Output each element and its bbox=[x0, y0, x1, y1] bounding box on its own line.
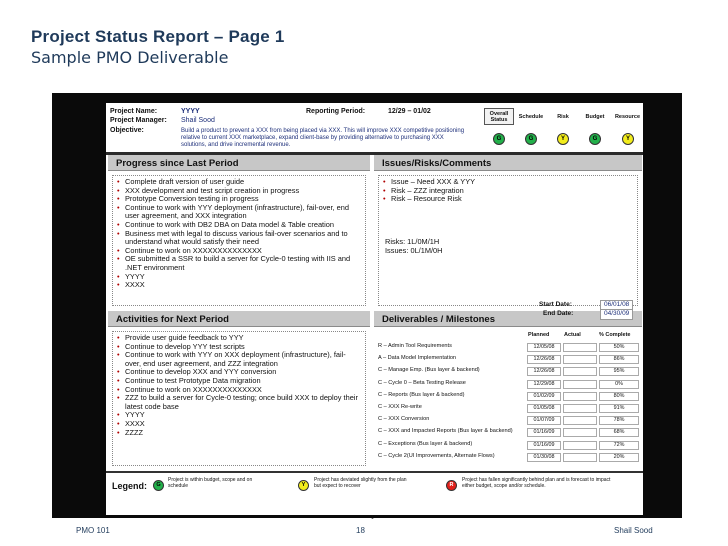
end-date-label: End Date: bbox=[543, 310, 574, 317]
activity-item: • XXXX bbox=[117, 420, 361, 429]
progress-body bbox=[112, 175, 366, 306]
milestone-name: C – XXX Re-write bbox=[378, 404, 422, 410]
milestone-actual bbox=[563, 428, 597, 437]
milestone-planned: 01/16/09 bbox=[527, 441, 561, 450]
next-period-list bbox=[113, 332, 365, 437]
activity-item: • ZZZ to build a server for Cycle-0 testing; once build XXX to deploy their latest code base bbox=[117, 394, 361, 411]
issues-title: Issues/Risks/Comments bbox=[374, 155, 642, 171]
milestone-actual bbox=[563, 380, 597, 389]
slide-title: Project Status Report – Page 1 bbox=[31, 27, 285, 46]
activity-item: • Continue to work on XXXXXXXXXXXXXX bbox=[117, 386, 361, 395]
risk-summary bbox=[385, 238, 443, 255]
legend bbox=[106, 471, 643, 505]
progress-list bbox=[113, 176, 365, 290]
milestones-header-row bbox=[374, 331, 642, 341]
project-manager-label: Project Manager: bbox=[110, 117, 167, 124]
footer-right: Shail Sood bbox=[614, 526, 653, 535]
milestone-planned: 01/02/09 bbox=[527, 392, 561, 401]
report-header bbox=[106, 103, 643, 152]
status-budget-indicator: G bbox=[589, 133, 601, 145]
milestone-row bbox=[378, 367, 648, 377]
document-page-number: 1 bbox=[371, 515, 374, 521]
progress-item: • Business met with legal to discuss various fail-over scenarios and to understand what would satisfy their need bbox=[117, 230, 361, 247]
col-complete: % Complete bbox=[599, 332, 631, 338]
legend-green-text: Project is within budget, scope and on schedule bbox=[168, 477, 253, 489]
milestone-actual bbox=[563, 404, 597, 413]
milestone-planned: 01/30/08 bbox=[527, 453, 561, 462]
progress-item: • Continue to work with YYY deployment (infrastructure), fail-over, end user agreement, and XXX integration bbox=[117, 204, 361, 221]
milestone-planned: 12/05/08 bbox=[527, 343, 561, 352]
activity-item: • Continue to work with YYY on XXX deployment (infrastructure), fail-over, end user agreement, and ZZZ integration bbox=[117, 351, 361, 368]
milestone-complete: 50% bbox=[599, 343, 639, 352]
next-period-title: Activities for Next Period bbox=[108, 311, 370, 327]
issues-count: Issues: 0L/1M/0H bbox=[385, 245, 443, 255]
milestone-complete: 20% bbox=[599, 453, 639, 462]
reporting-period-label: Reporting Period: bbox=[306, 108, 366, 115]
milestone-complete: 72% bbox=[599, 441, 639, 450]
issue-item: • Risk – ZZZ integration bbox=[383, 187, 633, 196]
issue-item: • Issue – Need XXX & YYY bbox=[383, 178, 633, 187]
milestone-row bbox=[378, 380, 648, 390]
milestone-actual bbox=[563, 343, 597, 352]
milestones-panel bbox=[374, 301, 642, 468]
status-overall bbox=[484, 108, 514, 152]
legend-title: Legend: bbox=[112, 481, 147, 491]
progress-item: • XXXX bbox=[117, 281, 361, 290]
next-period-panel bbox=[108, 311, 370, 468]
milestone-name: C – XXX Conversion bbox=[378, 416, 430, 423]
end-date-value: 04/30/09 bbox=[600, 309, 633, 320]
activity-item: • YYYY bbox=[117, 411, 361, 420]
risks-count: Risks: 1L/0M/1H bbox=[385, 237, 440, 246]
start-date-label: Start Date: bbox=[539, 301, 572, 308]
milestone-row bbox=[378, 392, 648, 402]
milestone-actual bbox=[563, 453, 597, 462]
milestone-planned: 12/26/08 bbox=[527, 367, 561, 376]
status-resource bbox=[612, 108, 643, 152]
activity-item: • Continue to test Prototype Data migration bbox=[117, 377, 361, 386]
milestone-name: R – Admin Tool Requirements bbox=[378, 343, 452, 349]
milestone-planned: 01/07/09 bbox=[527, 416, 561, 425]
milestone-name: C – Manage Emp. (Bus layer & backend) bbox=[378, 367, 480, 374]
objective-text: Build a product to prevent a XXX from being placed via XXX. This will improve XXX competitive positioning relative to current XXX marketplace, expand client-base by providing alternative to purchasing XXX solutions, and drive incremental revenue. bbox=[181, 128, 465, 148]
status-resource-indicator: Y bbox=[622, 133, 634, 145]
progress-item: • Continue to work with DB2 DBA on Data model & Table creation bbox=[117, 221, 361, 230]
status-schedule-label: Schedule bbox=[518, 113, 544, 120]
milestone-row bbox=[378, 453, 648, 463]
legend-red-indicator: R bbox=[446, 480, 457, 491]
milestone-complete: 68% bbox=[599, 428, 639, 437]
objective-label: Objective: bbox=[110, 127, 144, 134]
issues-panel bbox=[374, 155, 642, 308]
legend-yellow-indicator: Y bbox=[298, 480, 309, 491]
milestone-row bbox=[378, 441, 648, 451]
next-period-body bbox=[112, 331, 366, 466]
milestone-complete: 95% bbox=[599, 367, 639, 376]
milestone-complete: 78% bbox=[599, 416, 639, 425]
project-name-value: YYYY bbox=[181, 108, 200, 115]
progress-item: • XXX development and test script creation in progress bbox=[117, 187, 361, 196]
activity-item: • ZZZZ bbox=[117, 429, 361, 438]
milestone-complete: 80% bbox=[599, 392, 639, 401]
milestone-actual bbox=[563, 416, 597, 425]
progress-item: • Prototype Conversion testing in progress bbox=[117, 195, 361, 204]
milestone-name: C – Cycle 0 – Beta Testing Release bbox=[378, 379, 466, 386]
status-risk-label: Risk bbox=[557, 113, 569, 120]
status-risk-indicator: Y bbox=[557, 133, 569, 145]
progress-item: • Continue to work on XXXXXXXXXXXXXX bbox=[117, 247, 361, 256]
progress-title: Progress since Last Period bbox=[108, 155, 370, 171]
progress-item: • OE submitted a SSR to build a server for Cycle-0 testing with IIS and .NET environment bbox=[117, 255, 361, 272]
progress-item: • YYYY bbox=[117, 273, 361, 282]
milestone-complete: 86% bbox=[599, 355, 639, 364]
milestone-row bbox=[378, 355, 648, 365]
activity-item: • Continue to develop XXX and YYY conversion bbox=[117, 368, 361, 377]
issues-body bbox=[378, 175, 638, 306]
milestone-actual bbox=[563, 355, 597, 364]
milestones-table bbox=[378, 343, 642, 465]
milestone-actual bbox=[563, 367, 597, 376]
status-report-document bbox=[106, 103, 643, 521]
progress-panel bbox=[108, 155, 370, 308]
project-manager-value: Shail Sood bbox=[181, 117, 215, 124]
milestone-actual bbox=[563, 392, 597, 401]
activity-item: • Continue to develop YYY test scripts bbox=[117, 343, 361, 352]
milestone-name: A – Data Model Implementation bbox=[378, 355, 457, 362]
milestone-row bbox=[378, 404, 648, 414]
legend-green-indicator: G bbox=[153, 480, 164, 491]
milestone-name: C – Reports (Bus layer & backend) bbox=[378, 391, 465, 398]
col-planned: Planned bbox=[528, 332, 550, 338]
col-actual: Actual bbox=[564, 332, 581, 338]
milestone-actual bbox=[563, 441, 597, 450]
slide-subtitle: Sample PMO Deliverable bbox=[31, 48, 229, 67]
milestone-row bbox=[378, 416, 648, 426]
activity-item: • Provide user guide feedback to YYY bbox=[117, 334, 361, 343]
issues-list bbox=[379, 176, 637, 204]
milestone-name: C – Exceptions (Bus layer & backend) bbox=[378, 440, 473, 447]
status-overall-label: Overall Status bbox=[484, 108, 514, 125]
legend-red-text: Project has fallen significantly behind plan and is forecast to impact either budget, scope and/or schedule. bbox=[462, 477, 611, 489]
start-date-value: 06/01/08 bbox=[600, 300, 633, 311]
legend-yellow-text: Project has deviated slightly from the plan but expect to recover bbox=[314, 477, 407, 489]
footer-left: PMO 101 bbox=[76, 526, 110, 535]
status-indicators bbox=[484, 108, 643, 152]
milestone-row bbox=[378, 428, 648, 438]
milestone-row bbox=[378, 343, 648, 353]
progress-item: • Complete draft version of user guide bbox=[117, 178, 361, 187]
milestones-title: Deliverables / Milestones bbox=[374, 311, 642, 327]
milestone-complete: 91% bbox=[599, 404, 639, 413]
milestone-complete: 0% bbox=[599, 380, 639, 389]
status-schedule-indicator: G bbox=[525, 133, 537, 145]
milestone-planned: 01/05/08 bbox=[527, 404, 561, 413]
project-name-label: Project Name: bbox=[110, 108, 158, 115]
milestone-name: C – XXX and Impacted Reports (Bus layer & backend) bbox=[378, 428, 513, 435]
milestone-name: C – Cycle 2(UI Improvements, Alternate Flows) bbox=[378, 452, 495, 459]
reporting-period-value: 12/29 – 01/02 bbox=[388, 108, 431, 115]
footer-page-number: 18 bbox=[356, 526, 365, 535]
status-resource-label: Resource bbox=[614, 113, 641, 120]
status-risk bbox=[548, 108, 578, 152]
milestone-planned: 12/29/08 bbox=[527, 380, 561, 389]
status-schedule bbox=[516, 108, 546, 152]
status-overall-indicator: G bbox=[493, 133, 505, 145]
issue-item: • Risk – Resource Risk bbox=[383, 195, 633, 204]
status-budget bbox=[580, 108, 610, 152]
milestone-planned: 01/16/09 bbox=[527, 428, 561, 437]
milestone-planned: 12/26/08 bbox=[527, 355, 561, 364]
status-budget-label: Budget bbox=[585, 113, 605, 120]
